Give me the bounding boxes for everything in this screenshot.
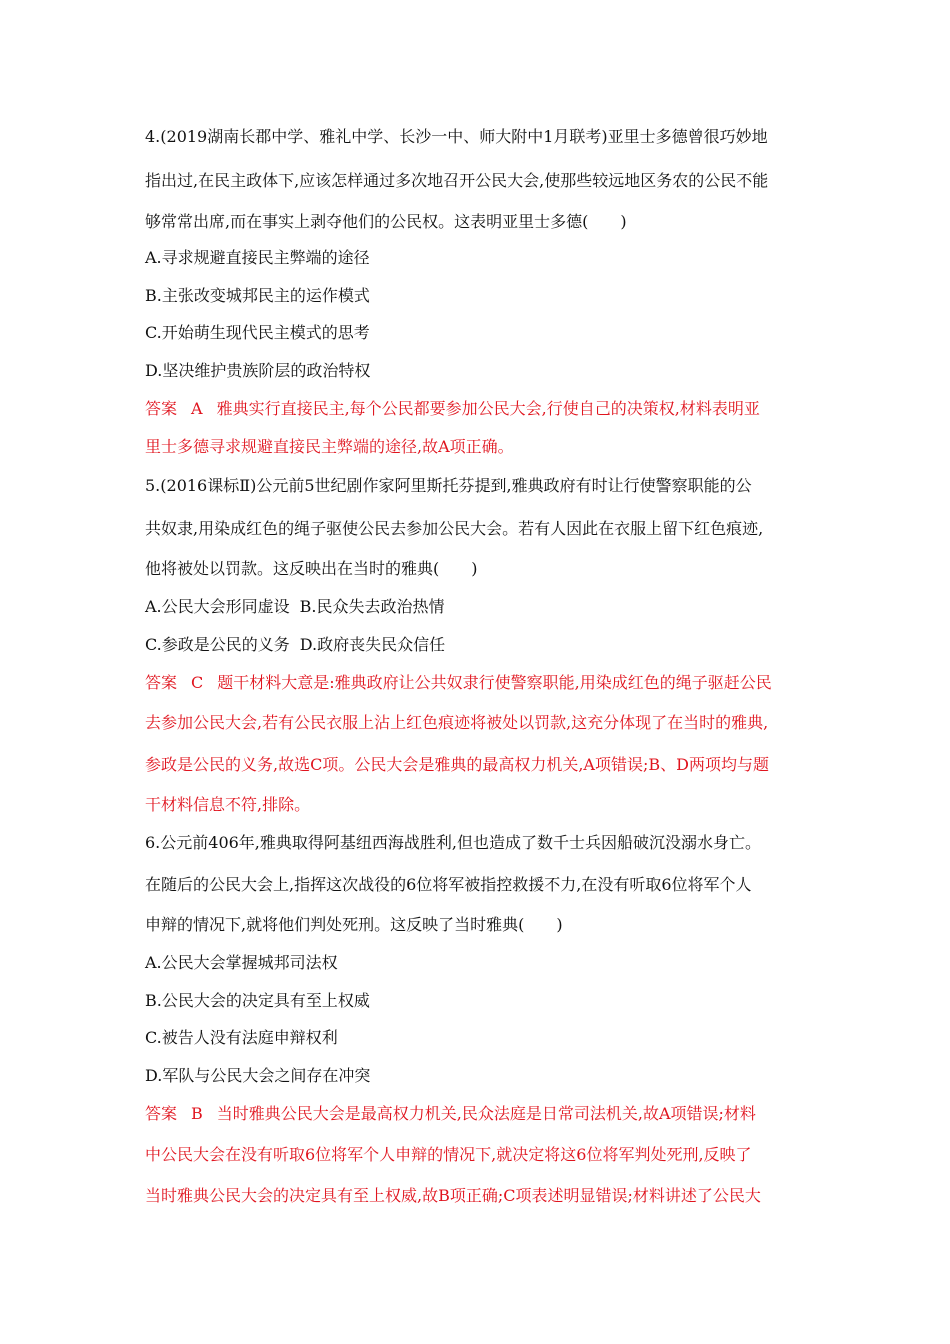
- question-4-answer-line-1: [145, 398, 810, 420]
- question-4-stem-line-1: 4.(2019湖南长郡中学、雅礼中学、长沙一中、师大附中1月联考)亚里士多德曾很巧妙地: [145, 127, 768, 146]
- question-5-option-d: D.政府丧失民众信任: [299, 635, 446, 654]
- question-6-stem-line-2: 在随后的公民大会上,指挥这次战役的6位将军被指控救援不力,在没有听取6位将军个人: [145, 875, 752, 894]
- answer-explanation: 题干材料大意是:雅典政府让公共奴隶行使警察职能,用染成红色的绳子驱赶公民: [217, 673, 772, 692]
- question-5-stem-line-1: 5.(2016课标Ⅱ)公元前5世纪剧作家阿里斯托芬提到,雅典政府有时让行使警察职能的公: [145, 476, 752, 495]
- question-4-stem-line-3: 够常常出席,而在事实上剥夺他们的公民权。这表明亚里士多德( ): [145, 212, 627, 231]
- question-6-answer-line-3: 当时雅典公民大会的决定具有至上权威,故B项正确;C项表述明显错误;材料讲述了公民大: [145, 1186, 761, 1205]
- question-6-stem-line-1: 6.公元前406年,雅典取得阿基纽西海战胜利,但也造成了数千士兵因船破沉没溺水身亡。: [145, 833, 761, 852]
- question-5-options-row-1: [145, 596, 810, 618]
- question-4-option-a: A.寻求规避直接民主弊端的途径: [145, 248, 370, 267]
- question-5-answer-line-4: 干材料信息不符,排除。: [145, 795, 311, 814]
- answer-explanation: 雅典实行直接民主,每个公民都要参加公民大会,行使自己的决策权,材料表明亚: [216, 399, 760, 418]
- answer-label: 答案: [145, 673, 178, 692]
- question-5-answer-line-2: 去参加公民大会,若有公民衣服上沾上红色痕迹将被处以罚款,这充分体现了在当时的雅典,: [145, 713, 769, 732]
- answer-label: 答案: [145, 399, 178, 418]
- question-6-stem-line-3: 申辩的情况下,就将他们判处死刑。这反映了当时雅典( ): [145, 915, 563, 934]
- question-5-answer-line-1: [145, 672, 810, 694]
- answer-explanation: 当时雅典公民大会是最高权力机关,民众法庭是日常司法机关,故A项错误;材料: [216, 1104, 756, 1123]
- question-6-answer-line-2: 中公民大会在没有听取6位将军个人申辩的情况下,就决定将这6位将军判处死刑,反映了: [145, 1145, 752, 1164]
- question-6-option-c: C.被告人没有法庭申辩权利: [145, 1028, 338, 1047]
- question-5-option-c: C.参政是公民的义务: [145, 635, 290, 654]
- question-5-stem-line-2: 共奴隶,用染成红色的绳子驱使公民去参加公民大会。若有人因此在衣服上留下红色痕迹,: [145, 519, 764, 538]
- question-6-option-a: A.公民大会掌握城邦司法权: [145, 953, 338, 972]
- answer-letter: C: [191, 673, 204, 692]
- answer-label: 答案: [145, 1104, 178, 1123]
- question-5-stem-line-3: 他将被处以罚款。这反映出在当时的雅典( ): [145, 559, 478, 578]
- question-5-answer-line-3: 参政是公民的义务,故选C项。公民大会是雅典的最高权力机关,A项错误;B、D两项均与题: [145, 755, 769, 774]
- question-5-option-b: B.民众失去政治热情: [299, 597, 445, 616]
- question-4-answer-line-2: 里士多德寻求规避直接民主弊端的途径,故A项正确。: [145, 437, 514, 456]
- question-6-option-d: D.军队与公民大会之间存在冲突: [145, 1066, 371, 1085]
- question-5-options-row-2: [145, 634, 810, 656]
- question-4-option-c: C.开始萌生现代民主模式的思考: [145, 323, 370, 342]
- question-4-stem-line-2: 指出过,在民主政体下,应该怎样通过多次地召开公民大会,使那些较远地区务农的公民不能: [145, 171, 769, 190]
- question-4-option-b: B.主张改变城邦民主的运作模式: [145, 286, 370, 305]
- question-5-option-a: A.公民大会形同虚设: [145, 597, 290, 616]
- answer-letter: B: [191, 1104, 203, 1123]
- question-4-option-d: D.坚决维护贵族阶层的政治特权: [145, 361, 371, 380]
- answer-letter: A: [191, 399, 203, 418]
- question-6-option-b: B.公民大会的决定具有至上权威: [145, 991, 370, 1010]
- question-6-answer-line-1: [145, 1103, 810, 1125]
